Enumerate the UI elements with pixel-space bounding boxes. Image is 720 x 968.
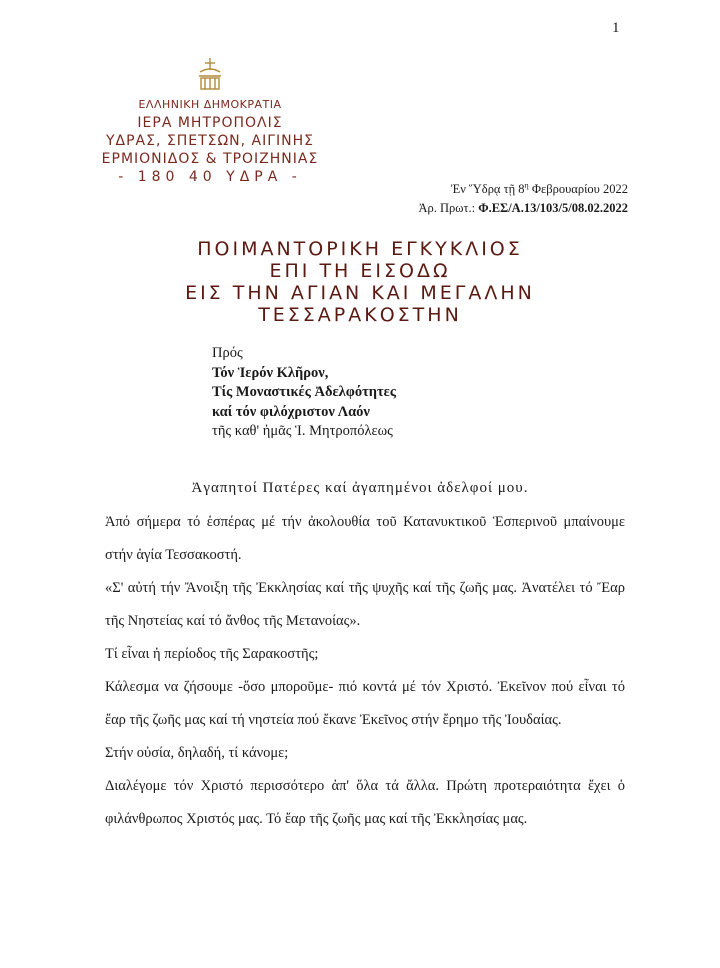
letterhead-line-metropolis: ΙΕΡΑ ΜΗΤΡΟΠΟΛΙΣ xyxy=(137,115,283,131)
page-number: 1 xyxy=(612,20,620,36)
title-line-4: ΤΕΣΣΑΡΑΚΟΣΤΗΝ xyxy=(258,304,462,326)
title-line-3: ΕΙΣ ΤΗΝ ΑΓΙΑΝ ΚΑΙ ΜΕΓΑΛΗΝ xyxy=(185,282,535,304)
document-title xyxy=(120,238,600,326)
addressee-metropolis: τῆς καθ' ἡμᾶς Ἱ. Μητροπόλεως xyxy=(212,423,393,439)
addressee-laity: καί τόν φιλόχριστον Λαόν xyxy=(212,403,370,420)
addressee-clergy: Τόν Ἱερόν Κλῆρον, xyxy=(212,364,329,381)
letterhead-line-postcode: - 180 40 ΥΔΡΑ - xyxy=(118,169,302,185)
greeting: Ἀγαπητοί Πατέρες καί ἀγαπημένοι ἀδελφοί μου. xyxy=(191,480,529,496)
place-date: Ἐν Ὕδρᾳ τῇ $8^\eta$ Φεβρουαρίου 2022 xyxy=(450,180,628,196)
addressee-block xyxy=(212,344,396,442)
title-line-2: ΕΠΙ ΤΗ ΕΙΣΟΔΩ xyxy=(269,260,451,282)
paragraph: «Σ' αὐτή τήν Ἄνοιξη τῆς Ἐκκλησίας καί τῆς ψυχῆς καί τῆς ζωῆς μας. Ἀνατέλει τό Ἔαρ τῆς Νηστείας καί τό ἄνθος τῆς Μετανοίας». xyxy=(105,580,625,629)
title-line-1: ΠΟΙΜΑΝΤΟΡΙΚΗ ΕΓΚΥΚΛΙΟΣ xyxy=(197,238,523,260)
dateline xyxy=(400,180,628,218)
addressee-to: Πρός xyxy=(212,345,243,361)
letterhead-line-republic: ΕΛΛΗΝΙΚΗ ΔΗΜΟΚΡΑΤΙΑ xyxy=(138,98,282,111)
letterhead-line-islands: ΥΔΡΑΣ, ΣΠΕΤΣΩΝ, ΑΙΓΙΝΗΣ xyxy=(105,133,315,149)
paragraph: Τί εἶναι ἡ περίοδος τῆς Σαρακοστῆς; xyxy=(105,646,319,662)
paragraph: Ἀπό σήμερα τό ἑσπέρας μέ τήν ἀκολουθία τοῦ Κατανυκτικοῦ Ἑσπερινοῦ μπαίνουμε στήν ἁγία Τεσσακοστή. xyxy=(105,514,625,563)
letter-body xyxy=(105,506,625,836)
paragraph: Κάλεσμα να ζήσουμε -ὅσο μποροῦμε- πιό κοντά μέ τόν Χριστό. Ἐκεῖνον πού εἶναι τό ἔαρ τῆς ζωῆς μας καί τή νηστεία πού ἔκανε Ἐκεῖνος στήν ἔρημο τῆς Ἰουδαίας. xyxy=(105,679,625,728)
letterhead-line-region: ΕΡΜΙΟΝΙΔΟΣ & ΤΡΟΙΖΗΝΙΑΣ xyxy=(101,151,319,167)
protocol-number: Ἀρ. Πρωτ.: Φ.ΕΣ/Α.13/103/5/08.02.2022 xyxy=(418,201,628,215)
paragraph: Στήν οὐσία, δηλαδή, τί κάνομε; xyxy=(105,745,289,761)
church-emblem-icon xyxy=(195,56,225,92)
addressee-monastics: Τίς Μοναστικές Ἀδελφότητες xyxy=(212,384,396,400)
letterhead xyxy=(70,56,350,186)
paragraph: Διαλέγομε τόν Χριστό περισσότερο ἀπ' ὅλα τά ἄλλα. Πρώτη προτεραιότητα ἔχει ὁ φιλάνθρωπος Χριστός μας. Τό ἔαρ τῆς ζωῆς μας καί τῆς Ἐκκλησίας μας. xyxy=(105,778,625,827)
